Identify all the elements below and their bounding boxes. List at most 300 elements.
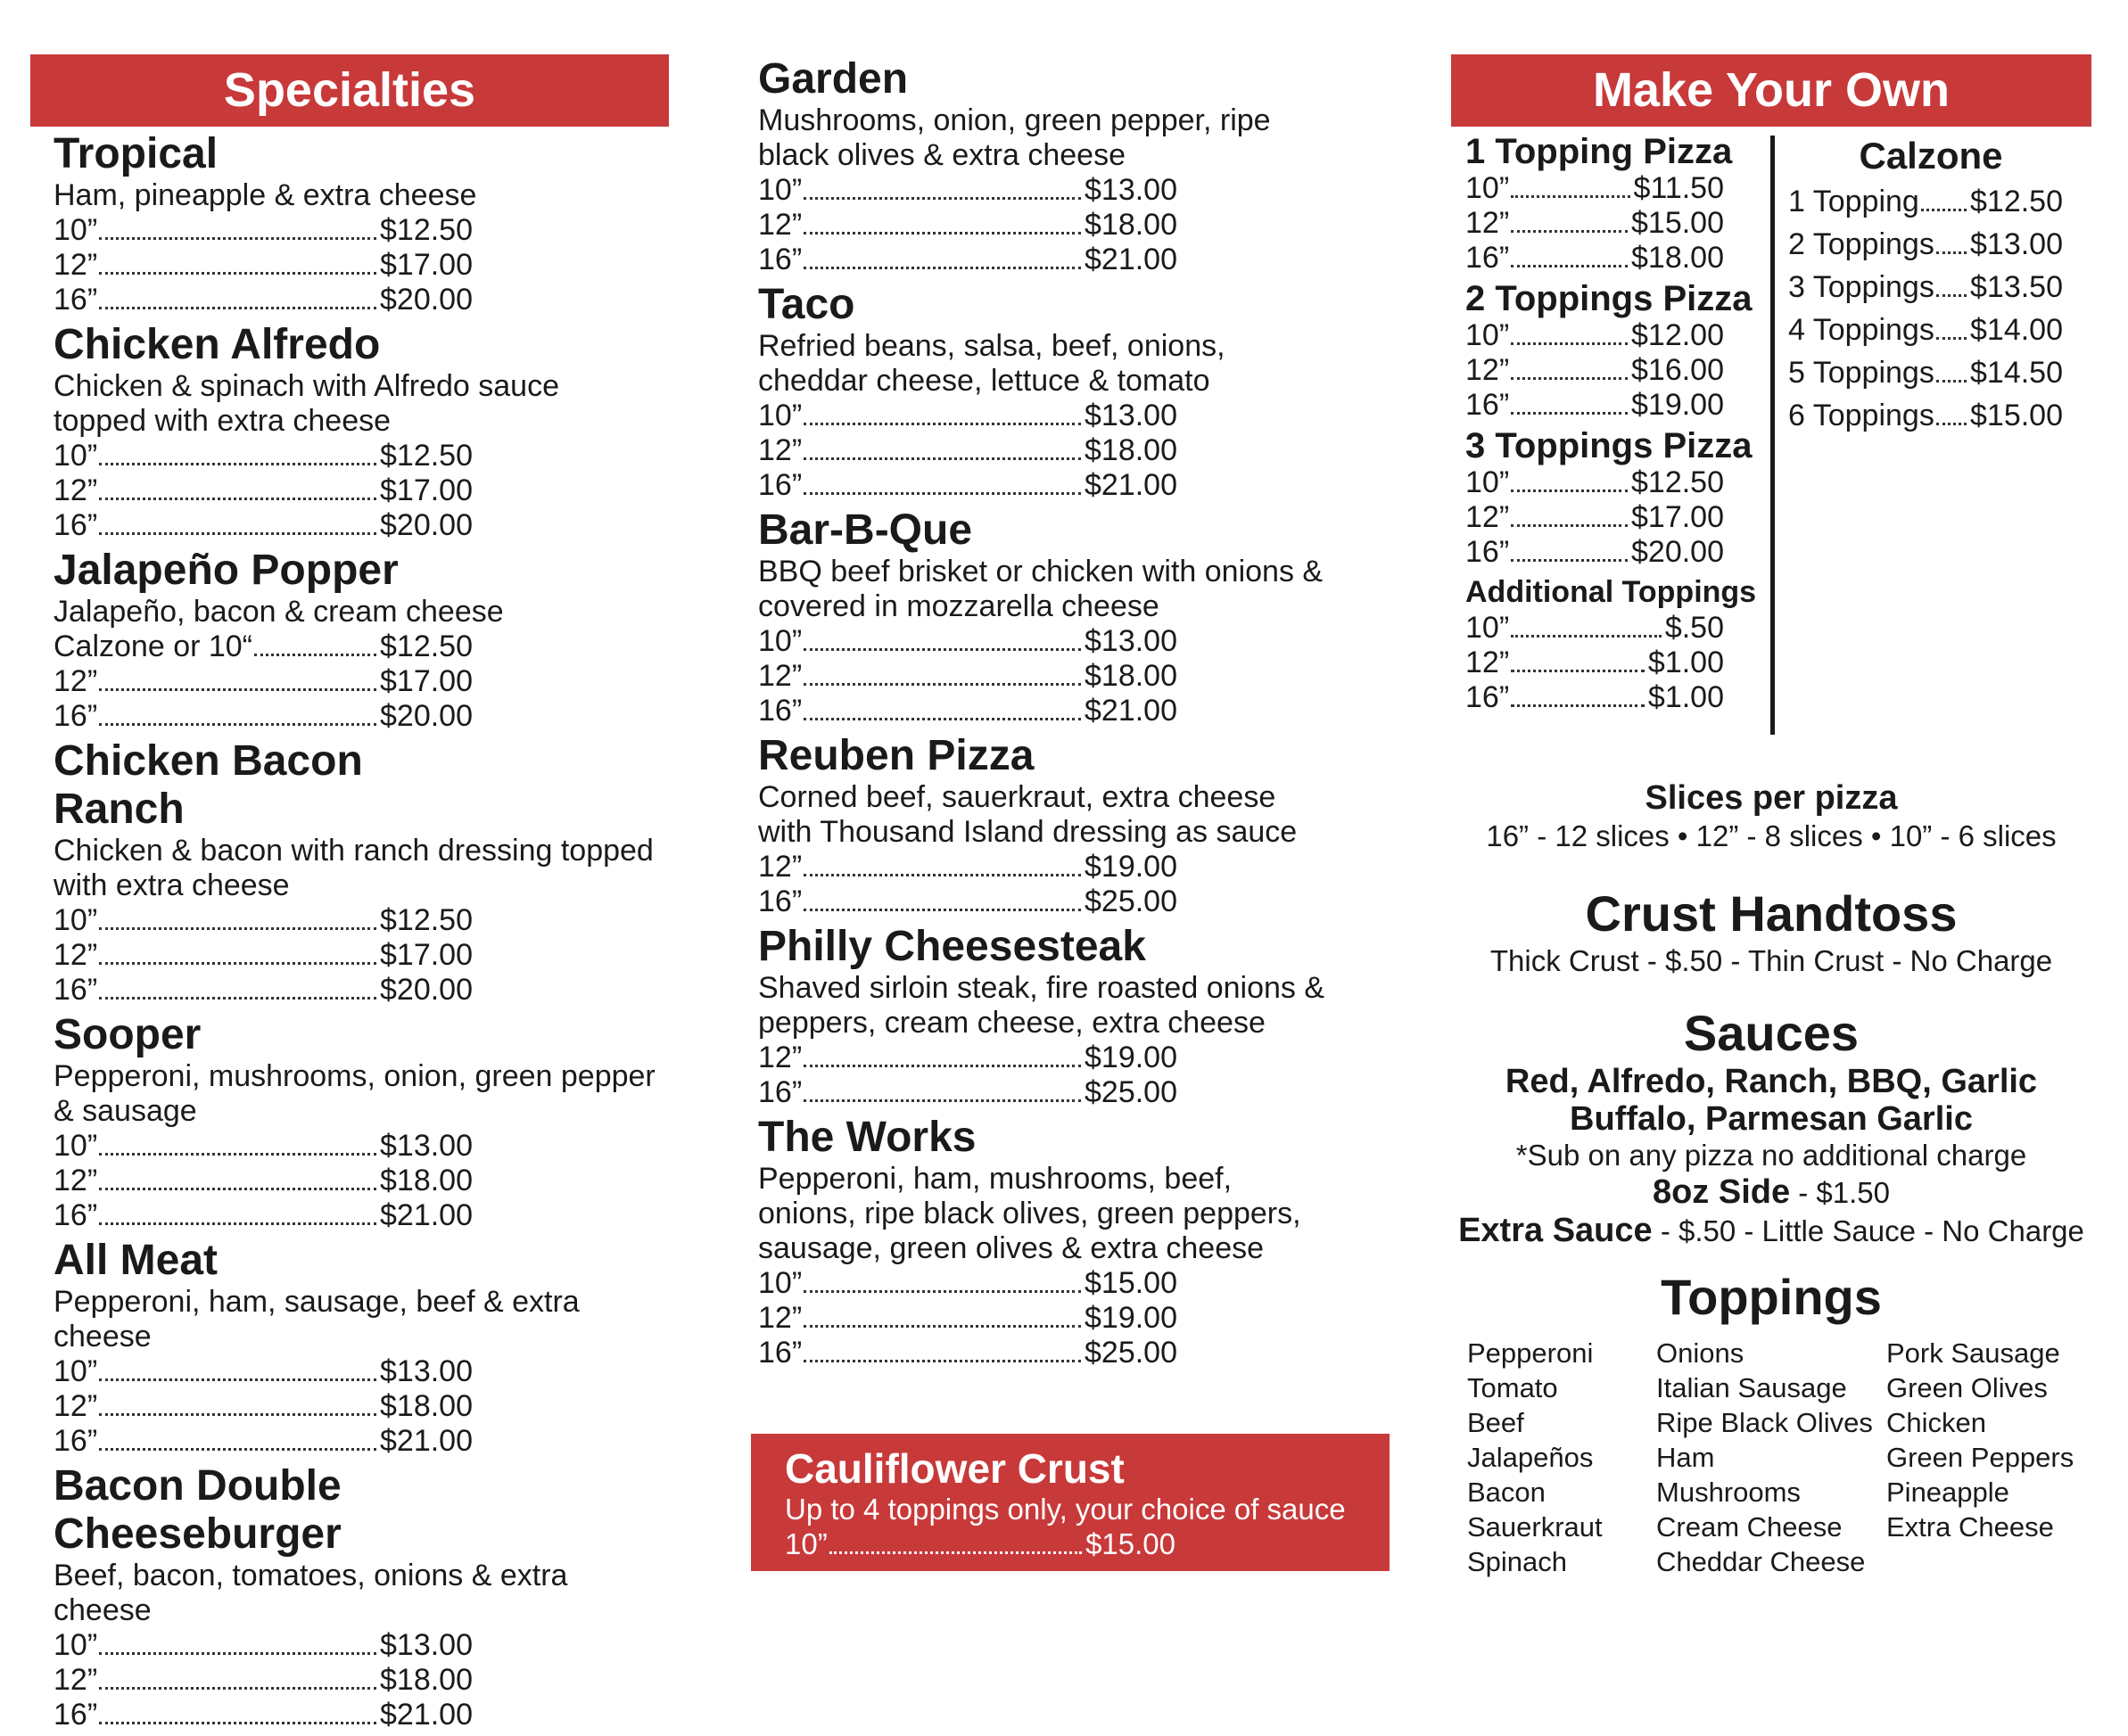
price-row xyxy=(758,243,1177,277)
price-amount: $1.00 xyxy=(1647,646,1724,679)
price-list xyxy=(758,624,1177,728)
item-description: Beef, bacon, tomatoes, onions & extra cheese xyxy=(54,1559,568,1627)
price-leader xyxy=(804,492,1081,495)
specialties-heading: Specialties xyxy=(223,63,476,117)
sauces-line-1: Red, Alfredo, Ranch, BBQ, Garlic xyxy=(1505,1063,2038,1100)
item-title: Chicken Alfredo xyxy=(54,321,381,368)
price-row xyxy=(1465,388,1724,423)
price-size: 12” xyxy=(1465,353,1510,387)
price-amount: $19.00 xyxy=(1085,1041,1177,1074)
price-size: 10” xyxy=(785,1527,828,1560)
price-size: 4 Toppings xyxy=(1788,313,1934,347)
topping-item: Green Olives xyxy=(1886,1372,2048,1403)
price-amount: $25.00 xyxy=(1085,1336,1177,1370)
price-amount: $12.50 xyxy=(1631,465,1724,499)
extra-sauce-text: - $.50 - Little Sauce - No Charge xyxy=(1652,1214,2084,1247)
price-leader xyxy=(99,463,376,465)
price-amount: $13.00 xyxy=(1085,624,1177,658)
price-leader xyxy=(1511,704,1645,707)
price-row xyxy=(1465,611,1724,646)
price-leader xyxy=(804,232,1081,234)
price-list xyxy=(54,629,473,734)
price-size: 2 Toppings xyxy=(1788,227,1934,261)
price-list xyxy=(1465,611,1724,715)
price-leader xyxy=(99,927,376,930)
menu-item xyxy=(54,547,504,734)
price-row xyxy=(54,1164,473,1198)
group-title: 2 Toppings Pizza xyxy=(1465,279,1753,318)
item-title: Taco xyxy=(758,281,855,328)
price-row xyxy=(54,508,473,543)
price-row xyxy=(1465,535,1724,570)
price-leader xyxy=(99,1378,376,1381)
price-size: 12” xyxy=(1465,500,1510,534)
price-leader xyxy=(1936,380,1967,383)
topping-item: Pineapple xyxy=(1886,1477,2009,1508)
price-amount: $20.00 xyxy=(380,973,473,1007)
topping-item: Ripe Black Olives xyxy=(1656,1407,1873,1438)
price-row xyxy=(758,1266,1177,1301)
topping-item: Pepperoni xyxy=(1467,1337,1594,1369)
price-row xyxy=(758,208,1177,243)
cauliflower-price-row xyxy=(785,1526,1175,1562)
price-leader xyxy=(99,723,376,726)
price-leader xyxy=(99,498,376,500)
slices-title: Slices per pizza xyxy=(1645,779,1898,817)
topping-item xyxy=(1886,1544,2083,1579)
price-leader xyxy=(99,272,376,275)
extra-sauce-label: Extra Sauce xyxy=(1458,1212,1653,1249)
price-row xyxy=(1788,180,2063,223)
specialties-banner xyxy=(30,54,669,127)
price-row xyxy=(1465,646,1724,680)
item-description: Chicken & bacon with ranch dressing topped with extra cheese xyxy=(54,834,654,902)
price-leader xyxy=(804,1290,1081,1293)
topping-pizza-group xyxy=(1465,426,1760,570)
topping-pizza-group xyxy=(1465,279,1760,423)
sauces-title: Sauces xyxy=(1683,1005,1860,1061)
price-leader xyxy=(1511,342,1628,345)
menu-item xyxy=(758,506,1347,728)
item-description: Pepperoni, mushrooms, onion, green pepper & sausage xyxy=(54,1059,656,1128)
price-size: 16” xyxy=(54,283,98,317)
price-list xyxy=(54,1628,473,1732)
side-label: 8oz Side xyxy=(1652,1173,1791,1211)
price-size: 12” xyxy=(54,1663,98,1697)
price-leader xyxy=(804,1065,1081,1067)
group-title: 1 Topping Pizza xyxy=(1465,132,1733,171)
price-row xyxy=(1465,465,1724,500)
price-size: 16” xyxy=(1465,388,1510,422)
topping-item: Bacon xyxy=(1467,1477,1546,1508)
middle-list xyxy=(758,55,1347,1374)
price-size: 10” xyxy=(54,439,98,473)
make-your-own-heading: Make Your Own xyxy=(1592,63,1951,117)
price-leader xyxy=(804,457,1081,460)
price-row xyxy=(758,1336,1177,1370)
price-amount: $.50 xyxy=(1664,611,1724,645)
item-title: Reuben Pizza xyxy=(758,732,1035,779)
price-amount: $21.00 xyxy=(380,1198,473,1232)
topping-item: Spinach xyxy=(1467,1546,1568,1577)
item-title: Bacon Double Cheeseburger xyxy=(54,1462,342,1558)
price-amount: $20.00 xyxy=(380,508,473,542)
price-row xyxy=(758,659,1177,694)
price-leader xyxy=(1936,251,1967,254)
price-amount: $13.00 xyxy=(1085,173,1177,207)
sauces-section xyxy=(1451,1004,2091,1250)
price-leader xyxy=(804,909,1081,911)
price-size: 10” xyxy=(54,1129,98,1163)
price-leader xyxy=(1511,490,1628,492)
price-size: 16” xyxy=(1465,241,1510,275)
price-amount: $19.00 xyxy=(1085,1301,1177,1335)
price-amount: $21.00 xyxy=(1085,468,1177,502)
price-leader xyxy=(99,237,376,240)
price-leader xyxy=(99,962,376,965)
price-leader xyxy=(804,1360,1081,1362)
item-description: Jalapeño, bacon & cream cheese xyxy=(54,595,504,629)
price-leader xyxy=(99,688,376,691)
price-leader xyxy=(804,1325,1081,1328)
topping-item: Beef xyxy=(1467,1407,1524,1438)
topping-item: Sauerkraut xyxy=(1467,1511,1603,1543)
price-list xyxy=(758,1041,1177,1110)
price-leader xyxy=(1511,412,1628,415)
price-row xyxy=(1788,223,2063,266)
price-size: 16” xyxy=(758,1075,803,1109)
item-title: Bar-B-Que xyxy=(758,506,973,554)
price-amount: $15.00 xyxy=(1085,1266,1177,1300)
item-description: Chicken & spinach with Alfredo sauce topped with extra cheese xyxy=(54,369,559,438)
price-size: 16” xyxy=(758,468,803,502)
additional-toppings-title: Additional Toppings xyxy=(1465,575,1757,609)
price-leader xyxy=(1936,294,1967,297)
item-description: BBQ beef brisket or chicken with onions & covered in mozzarella cheese xyxy=(758,555,1324,623)
additional-toppings-group xyxy=(1465,573,1760,715)
price-row xyxy=(758,1075,1177,1110)
price-list xyxy=(758,1266,1177,1370)
item-description: Corned beef, sauerkraut, extra cheese with Thousand Island dressing as sauce xyxy=(758,780,1298,849)
item-title: The Works xyxy=(758,1114,977,1161)
price-amount: $19.00 xyxy=(1631,388,1724,422)
toppings-title: Toppings xyxy=(1661,1269,1882,1325)
topping-item: Italian Sausage xyxy=(1656,1372,1847,1403)
price-amount: $21.00 xyxy=(380,1424,473,1458)
side-text: - $1.50 xyxy=(1790,1176,1891,1209)
price-size: 1 Topping xyxy=(1788,185,1919,218)
price-row xyxy=(54,973,473,1008)
price-size: 16” xyxy=(54,1698,98,1732)
price-size: 10” xyxy=(758,1266,803,1300)
price-row xyxy=(758,884,1177,919)
price-row xyxy=(54,213,473,248)
price-row xyxy=(54,1389,473,1424)
price-leader xyxy=(1511,670,1645,672)
price-row xyxy=(758,1041,1177,1075)
price-size: 10” xyxy=(758,173,803,207)
price-size: 12” xyxy=(758,1301,803,1335)
menu-item xyxy=(758,732,1347,919)
toppings-section xyxy=(1451,1266,2091,1579)
price-leader xyxy=(804,683,1081,686)
price-row xyxy=(1465,500,1724,535)
price-leader xyxy=(804,718,1081,720)
price-row xyxy=(1788,351,2063,394)
price-size: 16” xyxy=(1465,680,1510,714)
price-list xyxy=(758,850,1177,919)
price-row xyxy=(1788,394,2063,437)
slices-text: 16” - 12 slices • 12” - 8 slices • 10” - 6 slices xyxy=(1486,819,2057,852)
price-size: 16” xyxy=(758,694,803,728)
price-row xyxy=(1465,206,1724,241)
price-amount: $17.00 xyxy=(1631,500,1724,534)
price-leader xyxy=(1936,337,1967,340)
price-row xyxy=(54,439,473,473)
price-amount: $18.00 xyxy=(1085,659,1177,693)
topping-item: Cheddar Cheese xyxy=(1656,1546,1866,1577)
topping-pizza-group xyxy=(1465,132,1760,276)
price-leader xyxy=(99,1722,376,1724)
topping-item: Green Peppers xyxy=(1886,1442,2074,1473)
price-amount: $21.00 xyxy=(380,1698,473,1732)
price-leader xyxy=(99,1188,376,1190)
price-leader xyxy=(1511,230,1628,233)
price-amount: $13.00 xyxy=(1085,399,1177,432)
price-leader xyxy=(804,267,1081,269)
topping-item: Jalapeños xyxy=(1467,1442,1594,1473)
item-title: Garden xyxy=(758,55,909,103)
specialties-list xyxy=(54,130,656,1736)
sauces-extra xyxy=(1451,1212,2091,1250)
price-amount: $13.00 xyxy=(380,1354,473,1388)
price-list xyxy=(1465,171,1724,276)
price-size: 3 Toppings xyxy=(1788,270,1934,304)
sauces-note: *Sub on any pizza no additional charge xyxy=(1515,1139,2027,1172)
price-row xyxy=(1465,680,1724,715)
price-size: 16” xyxy=(54,973,98,1007)
price-row xyxy=(54,283,473,317)
menu-item xyxy=(54,1237,580,1459)
price-size: 6 Toppings xyxy=(1788,399,1934,432)
price-size: 12” xyxy=(54,1389,98,1423)
item-description: Pepperoni, ham, mushrooms, beef, onions, ripe black olives, green peppers, sausage, green olives & extra cheese xyxy=(758,1162,1301,1265)
price-list xyxy=(54,213,473,317)
price-amount: $12.50 xyxy=(380,629,473,663)
price-row xyxy=(758,173,1177,208)
price-size: 10” xyxy=(758,624,803,658)
group-title: 3 Toppings Pizza xyxy=(1465,426,1753,465)
price-row xyxy=(54,473,473,508)
price-amount: $12.50 xyxy=(380,903,473,937)
price-leader xyxy=(804,648,1081,651)
price-size: 10” xyxy=(758,399,803,432)
price-row xyxy=(54,1424,473,1459)
item-title: Sooper xyxy=(54,1011,202,1058)
price-amount: $12.50 xyxy=(1970,185,2063,218)
crust-section xyxy=(1451,884,2091,979)
sauces-side xyxy=(1451,1173,2091,1212)
price-list xyxy=(1465,318,1724,423)
price-list xyxy=(758,173,1177,277)
price-amount: $15.00 xyxy=(1085,1527,1175,1560)
price-row xyxy=(54,629,473,664)
price-amount: $13.00 xyxy=(1970,227,2063,261)
price-row xyxy=(1465,171,1724,206)
price-row xyxy=(54,248,473,283)
item-title: Chicken Bacon Ranch xyxy=(54,737,363,833)
item-description: Shaved sirloin steak, fire roasted onions & peppers, cream cheese, extra cheese xyxy=(758,971,1325,1040)
price-row xyxy=(1465,353,1724,388)
price-size: 16” xyxy=(1465,535,1510,569)
price-amount: $17.00 xyxy=(380,938,473,972)
price-size: 12” xyxy=(54,1164,98,1197)
price-list xyxy=(758,399,1177,503)
price-amount: $14.00 xyxy=(1970,313,2063,347)
price-size: 12” xyxy=(54,938,98,972)
price-size: 12” xyxy=(1465,646,1510,679)
price-size: 12” xyxy=(1465,206,1510,240)
item-title: Tropical xyxy=(54,130,219,177)
price-list xyxy=(54,439,473,543)
price-row xyxy=(1465,318,1724,353)
price-amount: $13.00 xyxy=(380,1129,473,1163)
price-leader xyxy=(99,1413,376,1416)
price-size: 16” xyxy=(54,699,98,733)
topping-item: Chicken xyxy=(1886,1407,1986,1438)
price-size: 10” xyxy=(54,213,98,247)
price-amount: $18.00 xyxy=(380,1389,473,1423)
price-leader xyxy=(1511,377,1628,380)
price-amount: $18.00 xyxy=(1631,241,1724,275)
price-row xyxy=(758,468,1177,503)
price-leader xyxy=(1936,423,1967,425)
price-amount: $21.00 xyxy=(1085,694,1177,728)
price-leader xyxy=(829,1551,1082,1554)
topping-item: Ham xyxy=(1656,1442,1715,1473)
price-amount: $20.00 xyxy=(380,699,473,733)
calzone-title: Calzone xyxy=(1859,135,2003,177)
price-amount: $19.00 xyxy=(1085,850,1177,884)
price-row xyxy=(54,699,473,734)
price-amount: $15.00 xyxy=(1631,206,1724,240)
price-size: 10” xyxy=(54,903,98,937)
menu-item xyxy=(758,55,1347,277)
topping-item: Onions xyxy=(1656,1337,1744,1369)
price-leader xyxy=(1511,524,1628,527)
menu-item xyxy=(54,321,559,543)
column-divider xyxy=(1770,136,1775,735)
price-row xyxy=(54,1129,473,1164)
make-your-own-pizza-list xyxy=(1465,132,1760,715)
price-amount: $18.00 xyxy=(1085,208,1177,242)
price-row xyxy=(54,664,473,699)
price-list xyxy=(54,1354,473,1459)
price-size: 10” xyxy=(1465,171,1510,205)
cauliflower-desc: Up to 4 toppings only, your choice of sauce xyxy=(785,1493,1346,1526)
item-description: Refried beans, salsa, beef, onions, cheddar cheese, lettuce & tomato xyxy=(758,329,1225,398)
price-size: 12” xyxy=(54,473,98,507)
price-row xyxy=(758,399,1177,433)
price-row xyxy=(758,1301,1177,1336)
price-leader xyxy=(804,423,1081,425)
cauliflower-title: Cauliflower Crust xyxy=(785,1445,1125,1492)
menu-item xyxy=(758,1114,1347,1370)
price-size: 5 Toppings xyxy=(1788,356,1934,390)
cauliflower-crust-box xyxy=(751,1434,1390,1571)
item-title: Jalapeño Popper xyxy=(54,547,399,594)
price-amount: $15.00 xyxy=(1970,399,2063,432)
crust-text: Thick Crust - $.50 - Thin Crust - No Charge xyxy=(1489,944,2053,977)
price-amount: $16.00 xyxy=(1631,353,1724,387)
price-amount: $25.00 xyxy=(1085,884,1177,918)
price-row xyxy=(1465,241,1724,276)
price-leader xyxy=(99,532,376,535)
price-leader xyxy=(99,1687,376,1690)
price-leader xyxy=(1511,265,1628,267)
topping-item: Cream Cheese xyxy=(1656,1511,1843,1543)
price-leader xyxy=(1511,635,1662,638)
price-size: Calzone or 10“ xyxy=(54,629,253,663)
price-size: 12” xyxy=(758,208,803,242)
price-leader xyxy=(99,1652,376,1655)
price-amount: $17.00 xyxy=(380,473,473,507)
price-row xyxy=(54,1663,473,1698)
price-size: 10” xyxy=(54,1628,98,1662)
price-size: 12” xyxy=(758,1041,803,1074)
price-leader xyxy=(99,1448,376,1451)
price-amount: $17.00 xyxy=(380,664,473,698)
price-list xyxy=(1465,465,1724,570)
menu-item xyxy=(54,130,499,317)
item-description: Mushrooms, onion, green pepper, ripe black olives & extra cheese xyxy=(758,103,1271,172)
price-amount: $17.00 xyxy=(380,248,473,282)
price-size: 12” xyxy=(54,664,98,698)
price-leader xyxy=(1511,559,1628,562)
price-amount: $11.50 xyxy=(1633,171,1724,205)
item-title: All Meat xyxy=(54,1237,219,1284)
price-row xyxy=(758,624,1177,659)
price-size: 10” xyxy=(1465,611,1510,645)
calzone-section xyxy=(1788,132,2074,437)
make-your-own-banner xyxy=(1451,54,2091,127)
price-amount: $18.00 xyxy=(380,1164,473,1197)
price-size: 10” xyxy=(1465,318,1510,352)
price-leader xyxy=(99,1153,376,1156)
price-amount: $21.00 xyxy=(1085,243,1177,276)
price-leader xyxy=(254,654,376,656)
price-size: 16” xyxy=(54,1198,98,1232)
price-leader xyxy=(804,874,1081,876)
toppings-grid xyxy=(1467,1336,2091,1579)
price-row xyxy=(54,1198,473,1233)
price-size: 12” xyxy=(758,659,803,693)
price-amount: $12.50 xyxy=(380,213,473,247)
price-size: 12” xyxy=(54,248,98,282)
price-leader xyxy=(1511,195,1629,198)
slices-section xyxy=(1451,777,2091,854)
menu-item xyxy=(54,737,654,1008)
price-list xyxy=(54,903,473,1008)
price-amount: $20.00 xyxy=(380,283,473,317)
price-amount: $12.50 xyxy=(380,439,473,473)
price-leader xyxy=(99,1222,376,1225)
price-row xyxy=(54,1628,473,1663)
price-leader xyxy=(1921,209,1967,211)
crust-title: Crust Handtoss xyxy=(1585,885,1958,942)
menu-item xyxy=(758,281,1347,503)
price-row xyxy=(758,694,1177,728)
